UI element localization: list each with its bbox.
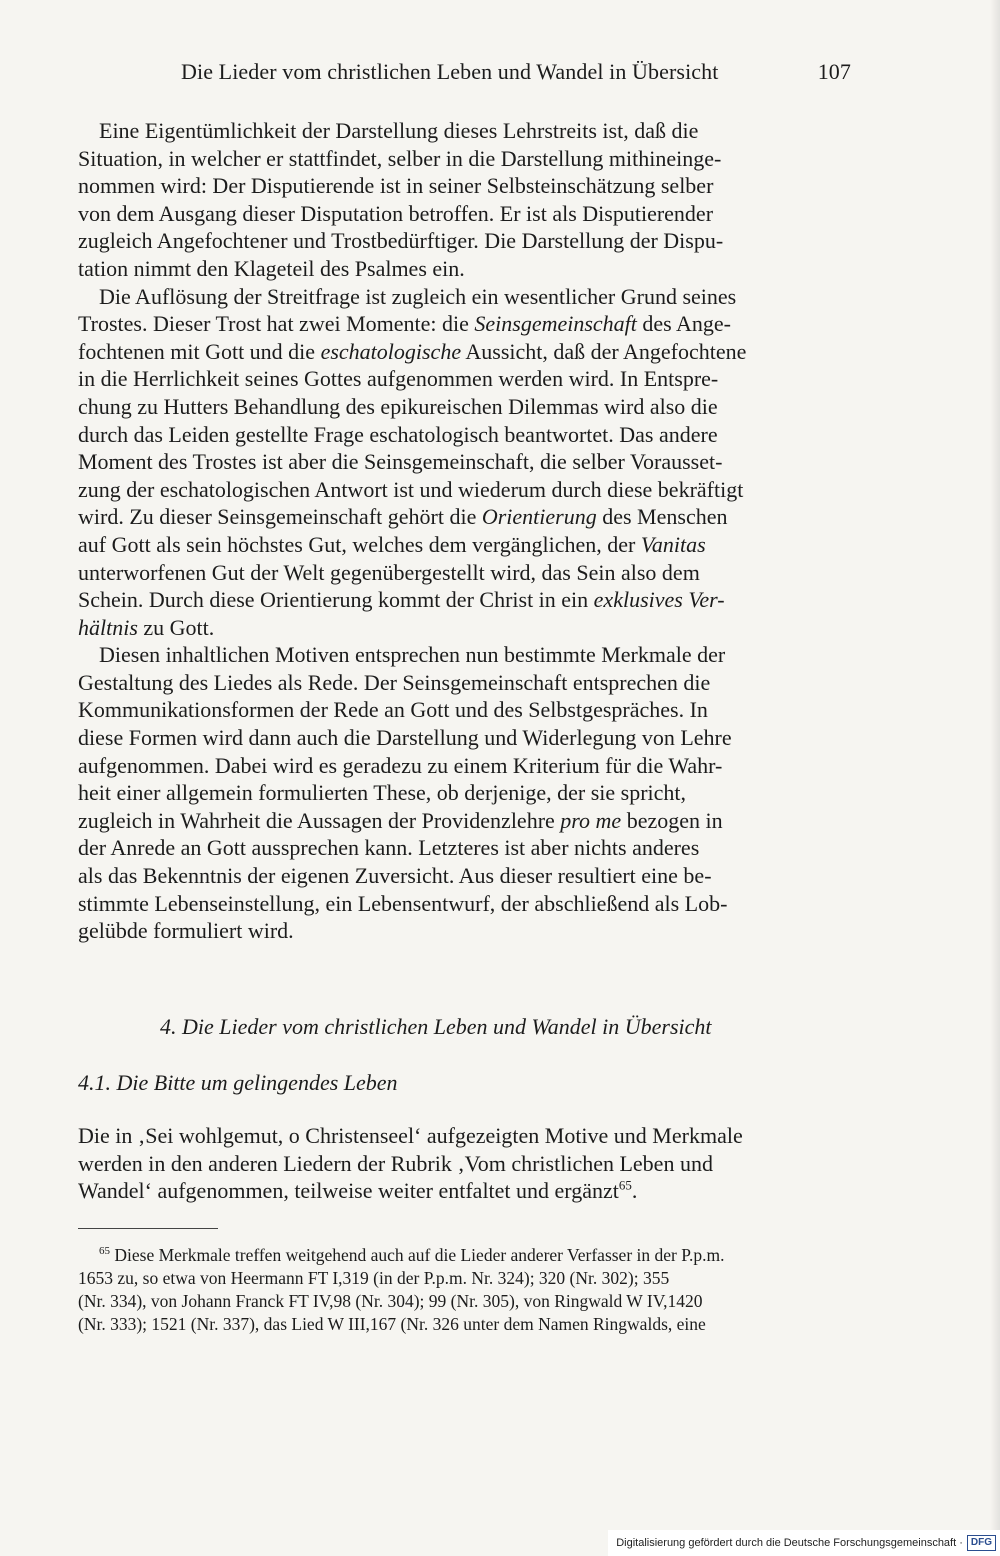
text-run: stimmte Lebenseinstellung, ein Lebensentwurf, der abschließend als Lob-	[78, 890, 728, 916]
section-heading: 4. Die Lieder vom christlichen Leben und Wandel in Übersicht	[160, 1014, 712, 1039]
text-run: .	[631, 1178, 638, 1204]
text-run: Diesen inhaltlichen Motiven entsprechen nun bestimmte Merkmale der	[99, 642, 726, 668]
paragraph	[78, 641, 856, 945]
text-run: Eine Eigentümlichkeit der Darstellung dieses Lehrstreits ist, daß die	[99, 118, 699, 143]
text-run: Situation, in welcher er stattfindet, selber in die Darstellung mithineinge-	[78, 145, 722, 171]
text-run: als das Bekenntnis der eigenen Zuversicht. Aus dieser resultiert eine be-	[78, 863, 712, 889]
italic-text: Orientierung	[481, 504, 597, 530]
italic-text: eschatologische	[320, 338, 462, 364]
text-run: zung der eschatologischen Antwort ist und wiederum durch diese bekräftigt	[78, 476, 744, 502]
page-number: 107	[817, 59, 851, 84]
text-run: diese Formen wird dann auch die Darstellung und Widerlegung von Lehre	[78, 725, 732, 751]
italic-text: exklusives Ver-	[593, 587, 725, 613]
footnote-ref: 65	[618, 1177, 632, 1193]
text-run: des Menschen	[596, 504, 728, 530]
footnote	[78, 1244, 856, 1336]
italic-text: Seinsgemeinschaft	[474, 311, 637, 337]
text-run: Moment des Trostes ist aber die Seinsgemeinschaft, die selber Vorausset-	[78, 449, 723, 475]
text-run: Die in ‚Sei wohlgemut, o Christenseel‘ aufgezeigten Motive und Merkmale	[78, 1123, 743, 1148]
subsection-heading: 4.1. Die Bitte um gelingendes Leben	[78, 1070, 398, 1095]
running-header	[181, 56, 851, 88]
footnote-line: 1653 zu, so etwa von Heermann FT I,319 (in der P.p.m. Nr. 324); 320 (Nr. 302); 355	[78, 1268, 670, 1288]
text-run: des Ange-	[636, 311, 732, 337]
italic-text: Vanitas	[640, 531, 706, 557]
funding-text: Digitalisierung gefördert durch die Deutsche Forschungsgemeinschaft ·	[616, 1537, 963, 1549]
text-run: Die Auflösung der Streitfrage ist zugleich ein wesentlicher Grund seines	[99, 283, 737, 309]
text-run: von dem Ausgang dieser Disputation betroffen. Er ist als Disputierender	[78, 200, 714, 226]
text-run: gelübde formuliert wird.	[78, 918, 294, 944]
funding-notice	[608, 1530, 1000, 1556]
text-run: zugleich in Wahrheit die Aussagen der Providenzlehre	[78, 807, 561, 833]
body-text	[78, 117, 856, 945]
section-intro	[78, 1122, 856, 1205]
text-run: zugleich Angefochtener und Trostbedürftiger. Die Darstellung der Dispu-	[78, 228, 724, 254]
text-run: Schein. Durch diese Orientierung kommt der Christ in ein	[78, 587, 594, 613]
text-run: aufgenommen. Dabei wird es geradezu zu einem Kriterium für die Wahr-	[78, 752, 723, 778]
text-run: zu Gott.	[137, 614, 215, 640]
paragraph	[78, 283, 856, 642]
text-run: Trostes. Dieser Trost hat zwei Momente: die	[78, 311, 475, 337]
text-run: Kommunikationsformen der Rede an Gott und des Selbstgespräches. In	[78, 697, 708, 723]
text-run: Wandel‘ aufgenommen, teilweise weiter entfaltet und ergänzt	[78, 1178, 619, 1204]
text-run: Aussicht, daß der Angefochtene	[461, 338, 747, 364]
text-run: der Anrede an Gott aussprechen kann. Letzteres ist aber nichts anderes	[78, 835, 700, 861]
dfg-logo-icon: DFG	[967, 1535, 996, 1551]
text-run: wird. Zu dieser Seinsgemeinschaft gehört die	[78, 504, 482, 530]
footnote-line: Diese Merkmale treffen weitgehend auch auf die Lieder anderer Verfasser in der P.p.m.	[114, 1245, 725, 1265]
text-run: tation nimmt den Klageteil des Psalmes ein.	[78, 255, 465, 281]
footnote-line: (Nr. 334), von Johann Franck FT IV,98 (Nr. 304); 99 (Nr. 305), von Ringwald W IV,1420	[78, 1291, 703, 1311]
italic-text: hältnis	[78, 614, 138, 640]
footnotes	[78, 1244, 856, 1336]
text-run: unterworfenen Gut der Welt gegenübergestellt wird, das Sein also dem	[78, 559, 700, 585]
footnote-divider	[78, 1228, 218, 1229]
paragraph	[78, 117, 856, 283]
footnote-line: (Nr. 333); 1521 (Nr. 337), das Lied W III,167 (Nr. 326 unter dem Namen Ringwalds, eine	[78, 1314, 706, 1334]
footnote-number: 65	[99, 1245, 110, 1258]
text-run: durch das Leiden gestellte Frage eschatologisch beantwortet. Das andere	[78, 421, 718, 447]
text-run: bezogen in	[621, 807, 723, 833]
paragraph	[78, 1122, 856, 1205]
running-title: Die Lieder vom christlichen Leben und Wandel in Übersicht	[181, 59, 719, 84]
page-edge-shadow	[990, 0, 1000, 1530]
text-run: Gestaltung des Liedes als Rede. Der Seinsgemeinschaft entsprechen die	[78, 669, 711, 695]
italic-text: pro me	[560, 807, 622, 833]
text-run: in die Herrlichkeit seines Gottes aufgenommen werden wird. In Entspre-	[78, 366, 719, 392]
text-run: werden in den anderen Liedern der Rubrik ‚Vom christlichen Leben und	[78, 1150, 713, 1176]
text-run: fochtenen mit Gott und die	[78, 338, 321, 364]
text-run: auf Gott als sein höchstes Gut, welches dem vergänglichen, der	[78, 531, 641, 557]
text-run: heit einer allgemein formulierten These, ob derjenige, der sie spricht,	[78, 780, 687, 806]
text-run: nommen wird: Der Disputierende ist in seiner Selbsteinschätzung selber	[78, 173, 714, 199]
text-run: chung zu Hutters Behandlung des epikureischen Dilemmas wird also die	[78, 393, 718, 419]
